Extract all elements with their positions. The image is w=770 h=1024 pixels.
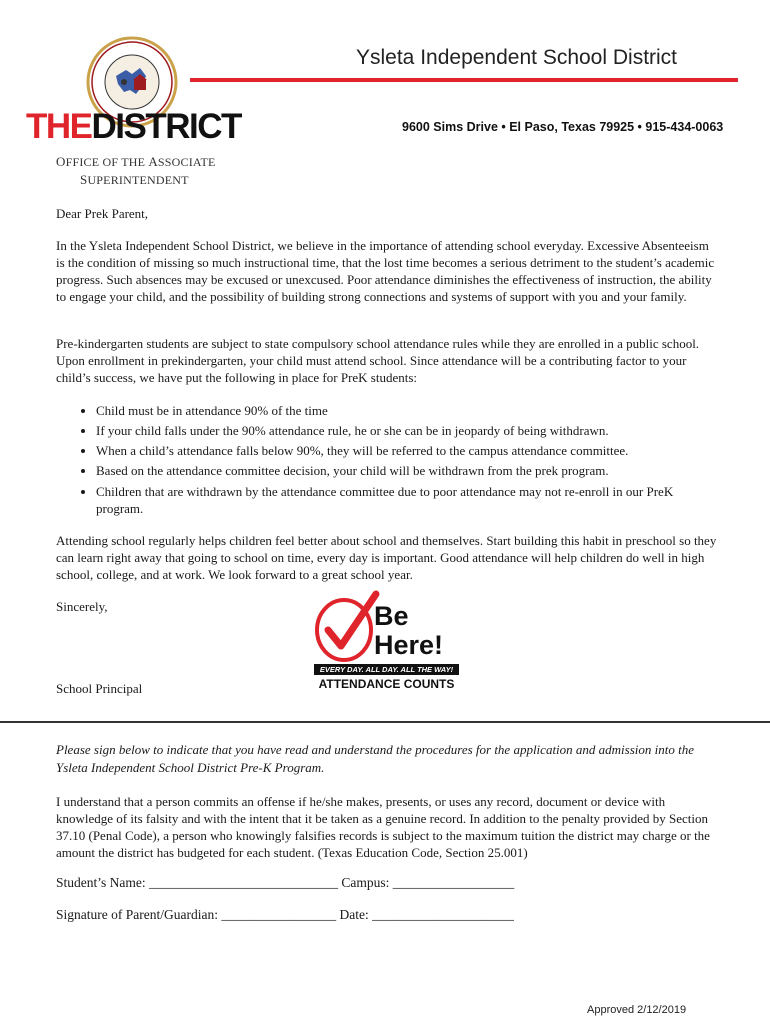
approved-date: Approved 2/12/2019: [587, 1004, 687, 1016]
section-divider: [0, 721, 770, 723]
signer-title: School Principal: [56, 681, 143, 696]
student-name-campus-line[interactable]: Student’s Name: ____________________________ Campus: __________________: [56, 875, 515, 890]
closing: Sincerely,: [56, 599, 108, 614]
attendance-counts-label: ATTENDANCE COUNTS: [318, 677, 455, 691]
list-item: • When a child’s attendance falls below 90%, they will be referred to the campus attendance committee.: [96, 441, 716, 461]
greeting: Dear Prek Parent,: [56, 206, 149, 221]
sign-instruction: Please sign below to indicate that you have read and understand the procedures for the application and admission into the Ysleta Independent School District Pre-K Program.: [56, 742, 695, 775]
list-item: • Child must be in attendance 90% of the time: [96, 401, 716, 421]
falsification-statement: I understand that a person commits an offense if he/she makes, presents, or uses any record, document or device with knowledge of its falsity and with the intent that it be taken as a genuine record. In addition to the penalty provided by Section 37.10 (Penal Code), a person who knowingly falsifies records is subject to the maximum tuition the district may charge or the amount the district has budgeted for each student. (Texas Education Code, Section 25.001): [56, 794, 710, 860]
paragraph-good-attendance: Attending school regularly helps children feel better about school and themselves. Start building this habit in preschool so they can learn right away that going to school on time, every day is important. Good attendance will help children do well in high school, college, and at work. We look forward to a great school year.: [56, 533, 717, 582]
list-item: • If your child falls under the 90% attendance rule, he or she can be in jeopardy of being withdrawn.: [96, 421, 716, 441]
office-title: [56, 153, 216, 189]
header-red-rule: [190, 78, 738, 82]
paragraph-absenteeism: In the Ysleta Independent School District, we believe in the importance of attending school everyday. Excessive Absenteeism is the condition of missing so much instructional time, that the lost time becomes a serious detriment to the student’s academic progress. Such absences may be excused or unexcused. Poor attendance diminishes the effectiveness of instruction, the ability to engage your child, and the possibility of building strong connections and systems of support with you and your family.: [56, 238, 715, 304]
brand-wordmark: [26, 109, 241, 144]
logo-tagline: EVERY DAY. ALL DAY. ALL THE WAY!: [319, 665, 454, 674]
paragraph-compulsory-attendance: Pre-kindergarten students are subject to state compulsory school attendance rules while they are enrolled in a public school. Upon enrollment in prekindergarten, your child must attend school. Since attendance will be a contributing factor to your child’s success, we have put the following in place for PreK students:: [56, 336, 700, 385]
district-name-heading: Ysleta Independent School District: [356, 46, 678, 69]
be-here-attendance-logo: [314, 590, 459, 690]
attendance-rules-list: [78, 401, 716, 517]
office-title-line2: SUPERINTENDENT: [80, 172, 189, 187]
brand-the: THE: [26, 107, 92, 146]
signature-date-line[interactable]: Signature of Parent/Guardian: _________________ Date: _____________________: [56, 907, 514, 922]
be-word: Be: [374, 601, 409, 631]
district-address: 9600 Sims Drive • El Paso, Texas 79925 • 915-434-0063: [402, 120, 724, 134]
office-title-line1: OFFICE OF THE ASSOCIATE: [56, 154, 216, 169]
list-item: • Based on the attendance committee decision, your child will be withdrawn from the prek program.: [96, 461, 716, 481]
here-word: Here!: [374, 630, 444, 660]
brand-district: DISTRICT: [91, 107, 241, 146]
list-item: • Children that are withdrawn by the attendance committee due to poor attendance may not re-enroll in our PreK program.: [96, 483, 716, 517]
